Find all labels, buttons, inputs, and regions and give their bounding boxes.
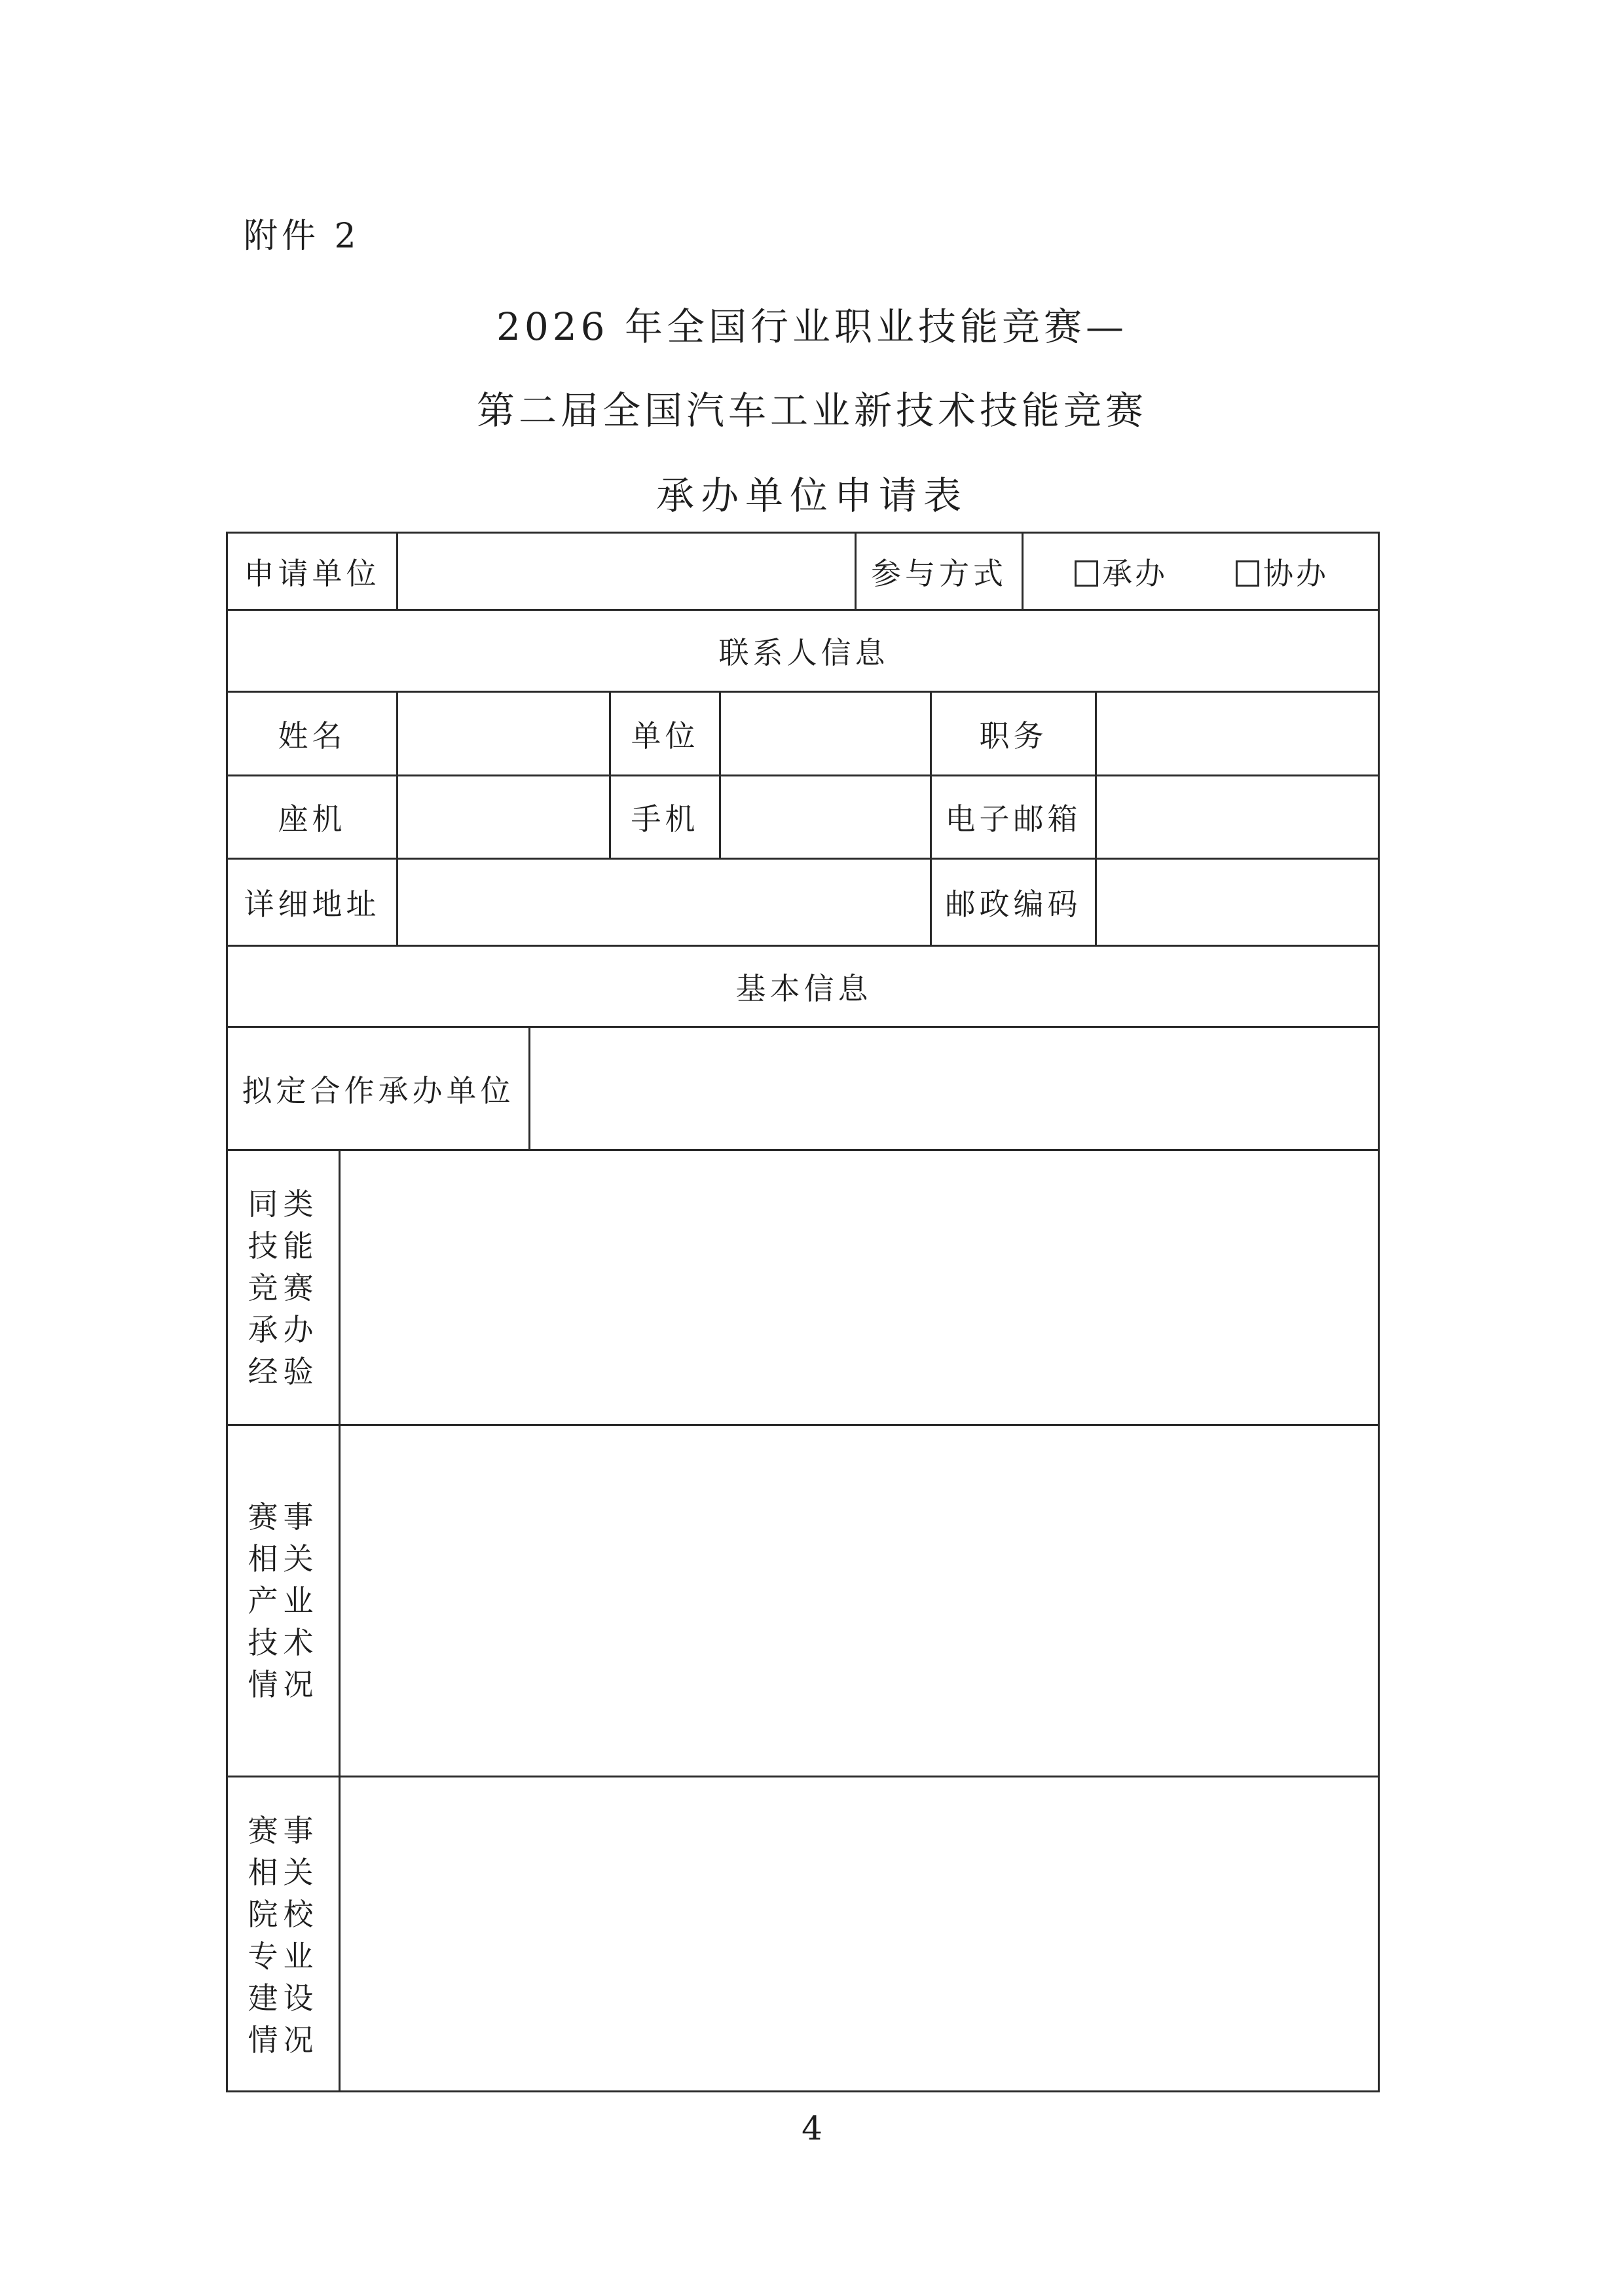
college-input[interactable] (339, 1776, 1380, 2092)
unit-label-cell: 单位 (609, 691, 719, 774)
industry-label-cell: 赛事 相关 产业 技术 情况 (226, 1424, 339, 1776)
applicant-input[interactable] (396, 532, 855, 609)
experience-label-cell: 同类 技能 竞赛 承办 经验 (226, 1149, 339, 1424)
name-input[interactable] (396, 691, 609, 774)
applicant-label-cell: 申请单位 (226, 532, 396, 609)
page-number: 4 (802, 2109, 822, 2147)
mobile-input[interactable] (719, 774, 930, 858)
college-label-cell: 赛事 相关 院校 专业 建设 情况 (226, 1776, 339, 2092)
partner-label-cell: 拟定合作承办单位 (226, 1026, 528, 1149)
address-input[interactable] (396, 858, 930, 945)
email-label-cell: 电子邮箱 (930, 774, 1095, 858)
mobile-label-cell: 手机 (609, 774, 719, 858)
contact-section-header: 联系人信息 (226, 609, 1380, 691)
landline-input[interactable] (396, 774, 609, 858)
basic-section-header: 基本信息 (226, 945, 1380, 1026)
option-host[interactable]: 承办 (1075, 550, 1168, 593)
postcode-input[interactable] (1095, 858, 1380, 945)
title-line-2: 第二届全国汽车工业新技术技能竞赛 (476, 388, 1147, 433)
host-checkbox[interactable] (1075, 560, 1098, 587)
participation-label-cell: 参与方式 (855, 532, 1022, 609)
email-input[interactable] (1095, 774, 1380, 858)
cohost-checkbox[interactable] (1236, 560, 1259, 587)
option-cohost[interactable]: 协办 (1236, 550, 1329, 593)
position-input[interactable] (1095, 691, 1380, 774)
experience-input[interactable] (339, 1149, 1380, 1424)
landline-label-cell: 座机 (226, 774, 396, 858)
partner-input[interactable] (528, 1026, 1380, 1149)
postcode-label-cell: 邮政编码 (930, 858, 1095, 945)
unit-input[interactable] (719, 691, 930, 774)
position-label-cell: 职务 (930, 691, 1095, 774)
form-title: 承办单位申请表 (655, 473, 968, 518)
name-label-cell: 姓名 (226, 691, 396, 774)
industry-input[interactable] (339, 1424, 1380, 1776)
address-label-cell: 详细地址 (226, 858, 396, 945)
participation-options (1022, 532, 1380, 609)
attachment-label: 附件 2 (244, 217, 360, 256)
title-line-1: 2026 年全国行业职业技能竞赛— (496, 304, 1128, 349)
